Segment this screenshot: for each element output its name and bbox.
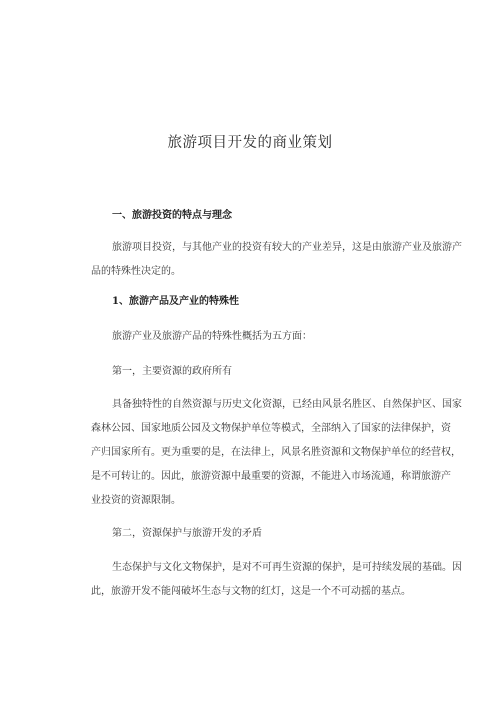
document-title: 旅游项目开发的商业策划 [167, 135, 333, 151]
paragraph-line: 森林公园、国家地质公园及文物保护单位等模式，全部纳入了国家的法律保护，资 [91, 423, 451, 434]
point-heading-government-ownership: 第一，主要资源的政府所有 [112, 366, 232, 377]
paragraph-investment-intro [91, 236, 462, 284]
paragraph-line: 生态保护与文化文物保护，是对不可再生资源的保护，是可持续发展的基础。因 [112, 562, 462, 573]
paragraph-resource-restriction [91, 393, 462, 513]
paragraph-line: 旅游项目投资，与其他产业的投资有较大的产业差异，这是由旅游产业及旅游产 [112, 242, 462, 253]
paragraph-five-aspects: 旅游产业及旅游产品的特殊性概括为五方面： [112, 331, 312, 342]
paragraph-line: 此，旅游开发不能闯破坏生态与文物的红灯，这是一个不可动摇的基点。 [91, 586, 411, 597]
point-heading-protection-conflict: 第二，资源保护与旅游开发的矛盾 [112, 528, 262, 539]
paragraph-line: 具备独特性的自然资源与历史文化资源，已经由风景名胜区、自然保护区、国家 [112, 399, 462, 410]
paragraph-line: 品的特殊性决定的。 [91, 266, 181, 277]
paragraph-protection-basis [91, 556, 462, 604]
paragraph-line: 产归国家所有。更为重要的是，在法律上，风景名胜资源和文物保护单位的经营权， [91, 447, 461, 458]
section-heading-investment: 一、旅游投资的特点与理念 [112, 210, 232, 221]
paragraph-line: 是不可转让的。因此，旅游资源中最重要的资源，不能进入市场流通，称谓旅游产 [91, 471, 451, 482]
paragraph-line: 业投资的资源限制。 [91, 495, 181, 506]
subsection-heading-particularity: 1、旅游产品及产业的特殊性 [112, 296, 239, 307]
